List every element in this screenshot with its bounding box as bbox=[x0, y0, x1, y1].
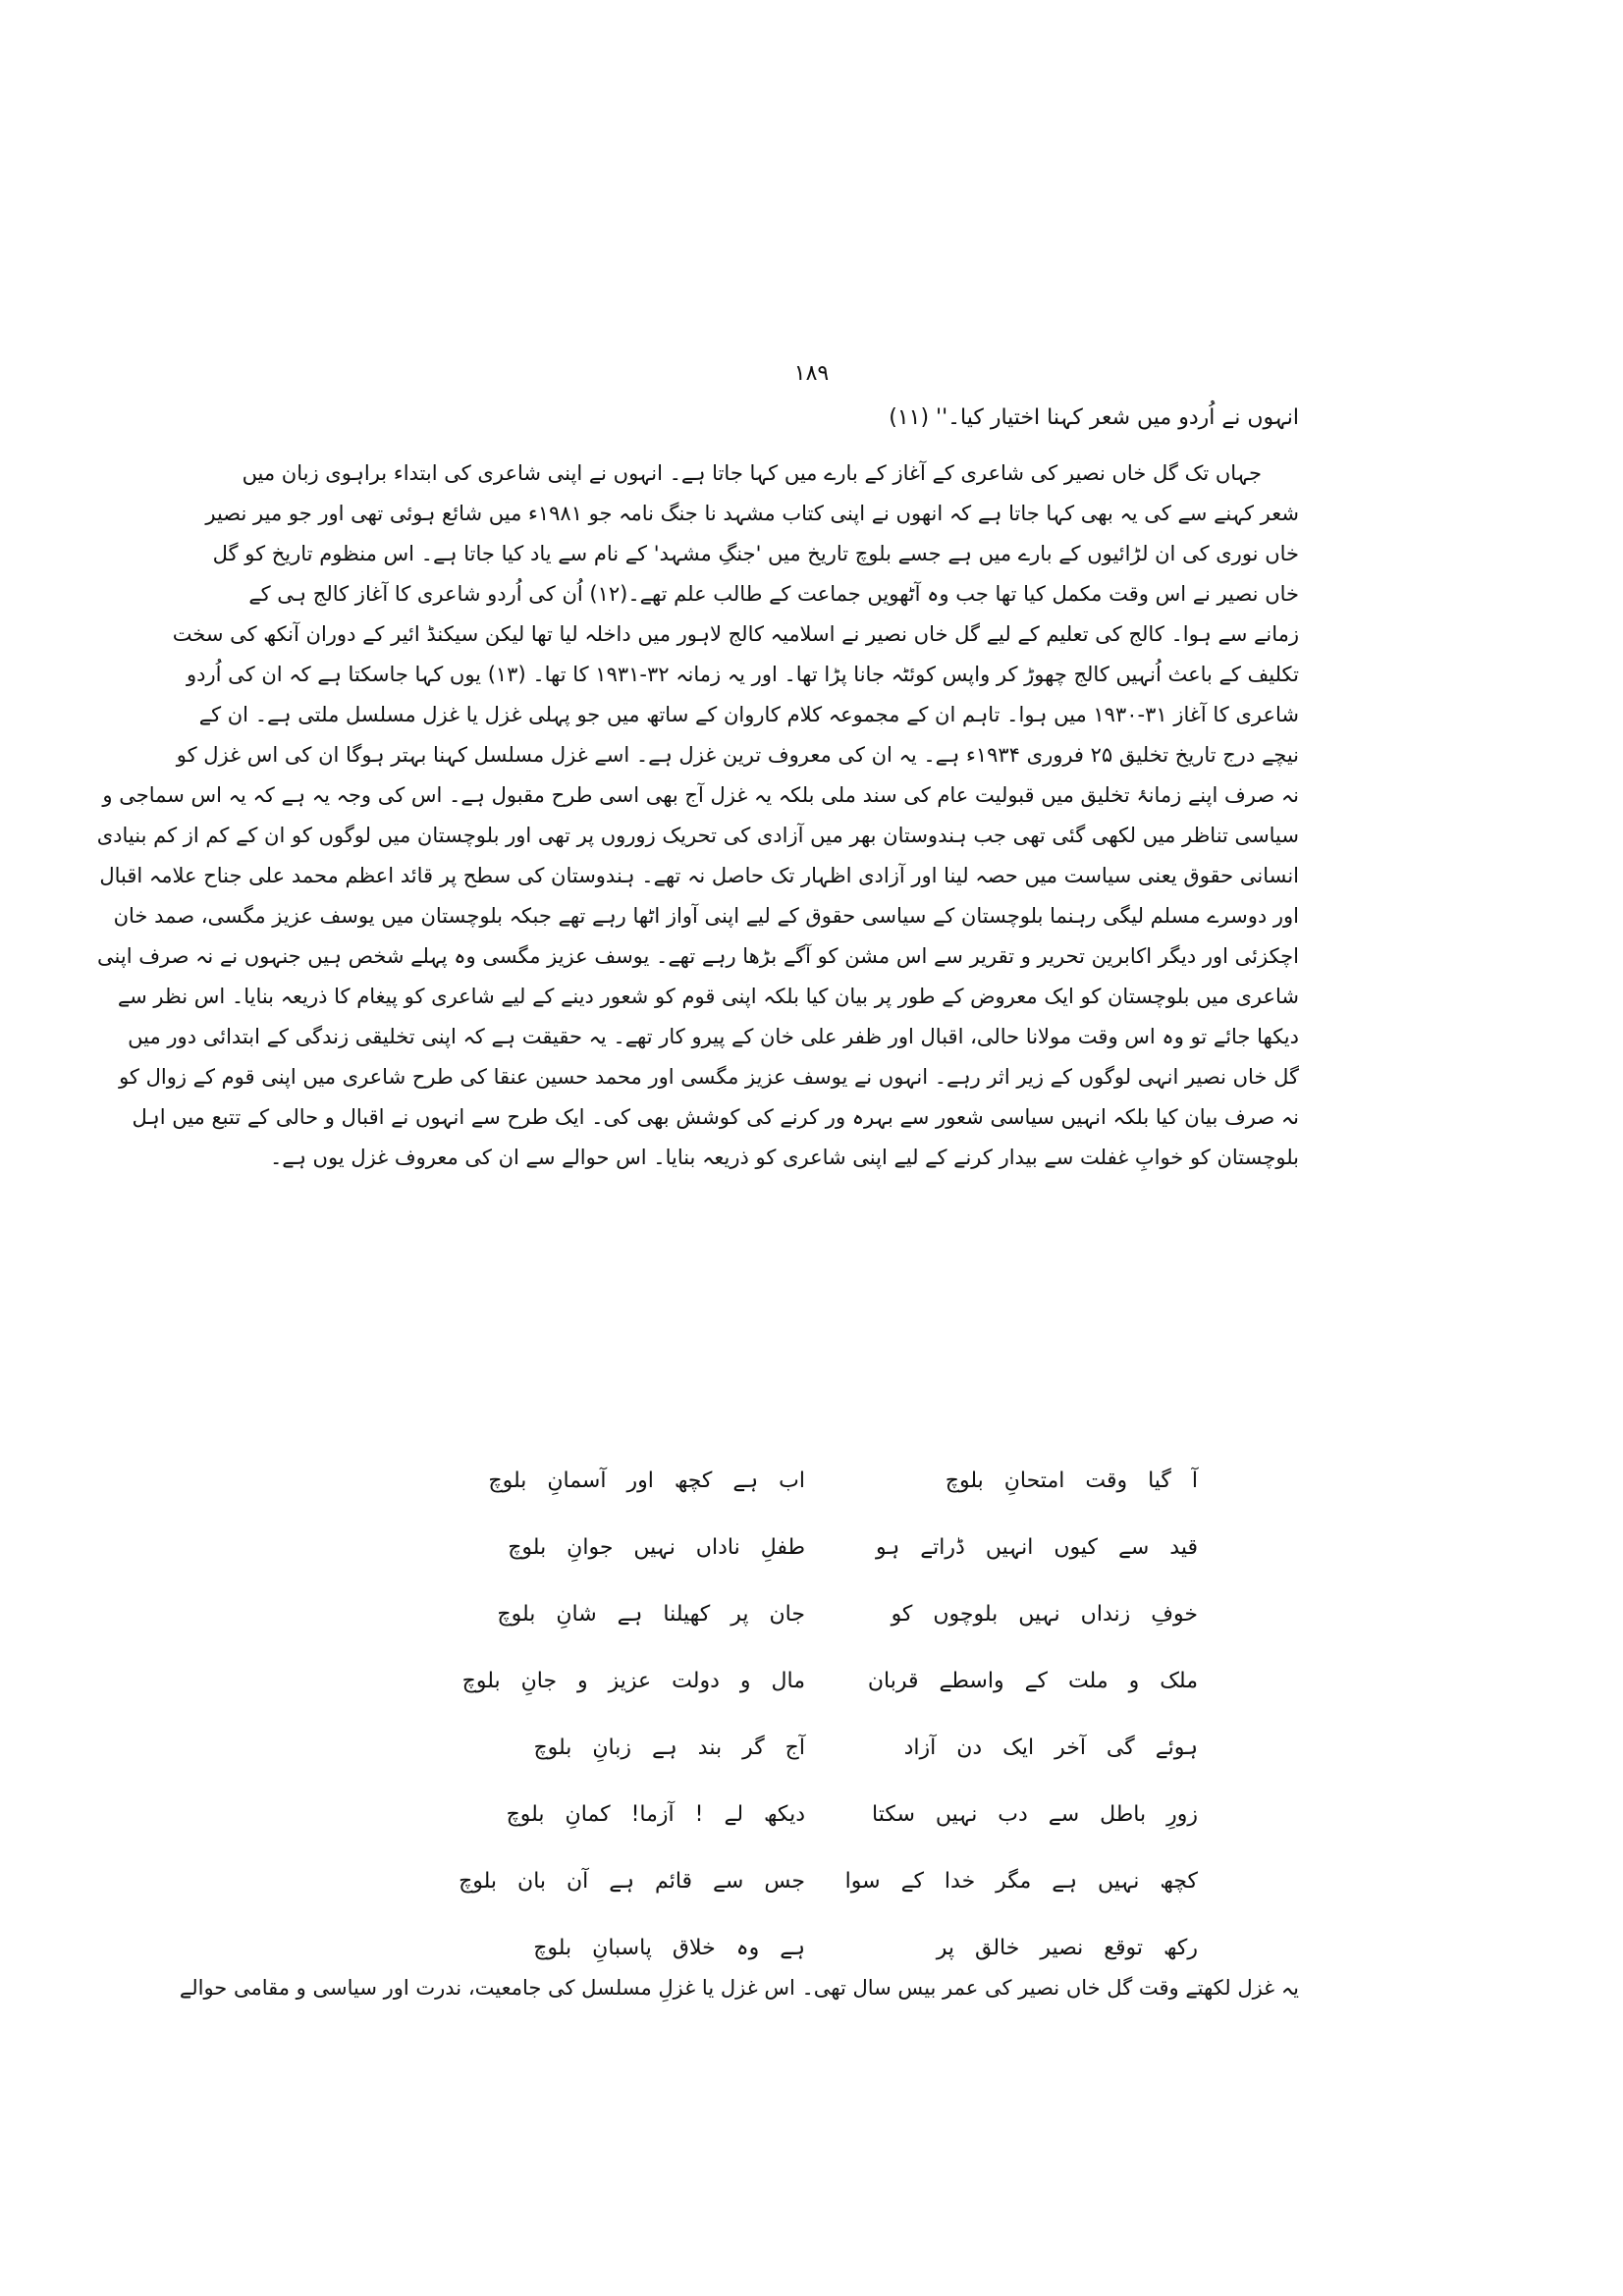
couplet bbox=[412, 1515, 1198, 1581]
couplet-second-line: مال و دولت عزیز و جانِ بلوچ bbox=[461, 1669, 805, 1693]
couplet-second-line: طفلِ ناداں نہیں جوانِ بلوچ bbox=[508, 1535, 805, 1560]
couplet bbox=[412, 1782, 1198, 1848]
couplet-first-line: کچھ نہیں ہے مگر خدا کے سوا bbox=[844, 1869, 1198, 1894]
paragraph-line: تکلیف کے باعث اُنہیں کالج چھوڑ کر واپس کوئٹہ جانا پڑا تھا۔ اور یہ زمانہ ۳۲-۱۹۳۱ کا تھا۔ (۱۳) یوں کہا جاسکتا ہے کہ ان کی اُردو bbox=[187, 663, 1299, 686]
couplet bbox=[412, 1581, 1198, 1648]
paragraph-line: شعر کہنے سے کی یہ بھی کہا جاتا ہے کہ انھوں نے اپنی کتاب مشہد نا جنگ نامہ جو ۱۹۸۱ء میں شائع ہوئی تھی اور جو میر نصیر bbox=[205, 502, 1299, 525]
closing-line: یہ غزل لکھتے وقت گل خاں نصیر کی عمر بیس سال تھی۔ اس غزل یا غزلِ مسلسل کی جامعیت، ندرت اور سیاسی و مقامی حوالے bbox=[179, 1976, 1299, 2000]
ghazal-poem bbox=[412, 1448, 1198, 1982]
paragraph-line: نہ صرف اپنے زمانۂ تخلیق میں قبولیت عام کی سند ملی بلکہ یہ غزل آج بھی اسی طرح مقبول ہے۔ اس کی وجہ یہ ہے کہ یہ اس سماجی و bbox=[102, 783, 1299, 807]
couplet bbox=[412, 1715, 1198, 1782]
paragraph-line: سیاسی تناظر میں لکھی گئی تھی جب ہندوستان بھر میں آزادی کی تحریک زوروں پر تھی اور بلوچستان میں لوگوں کو ان کے کم از کم بنیادی bbox=[96, 824, 1299, 847]
paragraph-line: زمانے سے ہوا۔ کالج کی تعلیم کے لیے گل خاں نصیر نے اسلامیہ کالج لاہور میں داخلہ لیا تھا لیکن سیکنڈ ائیر کے دوران آنکھ کی سخت bbox=[172, 622, 1299, 646]
paragraph-line: اچکزئی اور دیگر اکابرین تحریر و تقریر سے اس مشن کو آگے بڑھا رہے تھے۔ یوسف عزیز مگسی وہ پہلے شخص ہیں جنہوں نے نہ صرف اپنی bbox=[97, 944, 1299, 968]
paragraph-line: دیکھا جائے تو وہ اس وقت مولانا حالی، اقبال اور ظفر علی خان کے پیرو کار تھے۔ یہ حقیقت ہے کہ اپنی تخلیقی زندگی کے ابتدائی دور میں bbox=[128, 1025, 1299, 1048]
page-number: ۱۸۹ bbox=[793, 361, 830, 386]
couplet-first-line: قید سے کیوں انہیں ڈراتے ہو bbox=[876, 1535, 1198, 1560]
body-paragraph bbox=[96, 454, 1299, 1178]
couplet-second-line: ہے وہ خلاق پاسبانِ بلوچ bbox=[533, 1936, 805, 1960]
couplet-second-line: جان پر کھیلنا ہے شانِ بلوچ bbox=[497, 1602, 805, 1627]
paragraph-line: خاں نصیر نے اس وقت مکمل کیا تھا جب وہ آٹھویں جماعت کے طالب علم تھے۔(۱۲) اُن کی اُردو شاعری کا آغاز کالج ہی کے bbox=[248, 582, 1299, 606]
couplet-second-line: جس سے قائم ہے آن بان بلوچ bbox=[459, 1869, 805, 1894]
couplet bbox=[412, 1848, 1198, 1915]
paragraph-line: انسانی حقوق یعنی سیاست میں حصہ لینا اور آزادی اظہار تک حاصل نہ تھے۔ ہندوستان کی سطح پر قائد اعظم محمد علی جناح علامہ اقبال bbox=[99, 864, 1299, 887]
couplet bbox=[412, 1648, 1198, 1715]
paragraph-line: شاعری کا آغاز ۳۱-۱۹۳۰ میں ہوا۔ تاہم ان کے مجموعہ کلام کاروان کے ساتھ میں جو پہلی غزل یا غزل مسلسل ملتی ہے۔ ان کے bbox=[198, 703, 1299, 726]
paragraph-line: جہاں تک گل خاں نصیر کی شاعری کے آغاز کے بارے میں کہا جاتا ہے۔ انہوں نے اپنی شاعری کی ابتداء براہوی زبان میں bbox=[242, 461, 1262, 485]
couplet-second-line: آج گر بند ہے زبانِ بلوچ bbox=[533, 1735, 805, 1760]
paragraph-line: گل خاں نصیر انہی لوگوں کے زیر اثر رہے۔ انہوں نے یوسف عزیز مگسی اور محمد حسین عنقا کی طرح شاعری میں اپنی قوم کے زوال کو bbox=[119, 1065, 1299, 1089]
couplet-first-line: ملک و ملت کے واسطے قربان bbox=[867, 1669, 1198, 1693]
paragraph-line: اور دوسرے مسلم لیگی رہنما بلوچستان کے سیاسی حقوق کے لیے اپنی آواز اٹھا رہے تھے جبکہ بلوچستان میں یوسف عزیز مگسی، صمد خان bbox=[113, 904, 1299, 928]
couplet-first-line: ہوئے گی آخر ایک دن آزاد bbox=[903, 1735, 1198, 1760]
paragraph-line: بلوچستان کو خوابِ غفلت سے بیدار کرنے کے لیے اپنی شاعری کو ذریعہ بنایا۔ اس حوالے سے ان کی معروف غزل یوں ہے۔ bbox=[269, 1146, 1299, 1169]
couplet-first-line: رکھ توقع نصیر خالق پر bbox=[936, 1936, 1198, 1960]
paragraph-line: خاں نوری کی ان لڑائیوں کے بارے میں ہے جسے بلوچ تاریخ میں 'جنگِ مشہد' کے نام سے یاد کیا جاتا ہے۔ اس منظوم تاریخ کو گل bbox=[212, 542, 1299, 565]
couplet-second-line: اب ہے کچھ اور آسمانِ بلوچ bbox=[488, 1468, 805, 1493]
couplet-first-line: خوفِ زنداں نہیں بلوچوں کو bbox=[891, 1602, 1198, 1627]
couplet bbox=[412, 1448, 1198, 1515]
couplet-first-line: آ گیا وقت امتحانِ بلوچ bbox=[945, 1468, 1198, 1493]
quote-ending-line: انہوں نے اُردو میں شعر کہنا اختیار کیا۔'' (۱۱) bbox=[889, 405, 1299, 430]
couplet-first-line: زورِ باطل سے دب نہیں سکتا bbox=[872, 1802, 1198, 1827]
paragraph-line: نیچے درج تاریخ تخلیق ۲۵ فروری ۱۹۳۴ء ہے۔ یہ ان کی معروف ترین غزل ہے۔ اسے غزل مسلسل کہنا بہتر ہوگا ان کی اس غزل کو bbox=[176, 743, 1299, 767]
couplet-second-line: دیکھ لے ! آزما! کمانِ بلوچ bbox=[506, 1802, 805, 1827]
paragraph-line: شاعری میں بلوچستان کو ایک معروض کے طور پر بیان کیا بلکہ اپنی قوم کو شعور دینے کے لیے شاعری کو پیغام کا ذریعہ بنایا۔ اس نظر سے bbox=[117, 985, 1299, 1008]
paragraph-line: نہ صرف بیان کیا بلکہ انہیں سیاسی شعور سے بہرہ ور کرنے کی کوشش بھی کی۔ ایک طرح سے انہوں نے اقبال و حالی کے تتبع میں اہل bbox=[132, 1105, 1299, 1129]
